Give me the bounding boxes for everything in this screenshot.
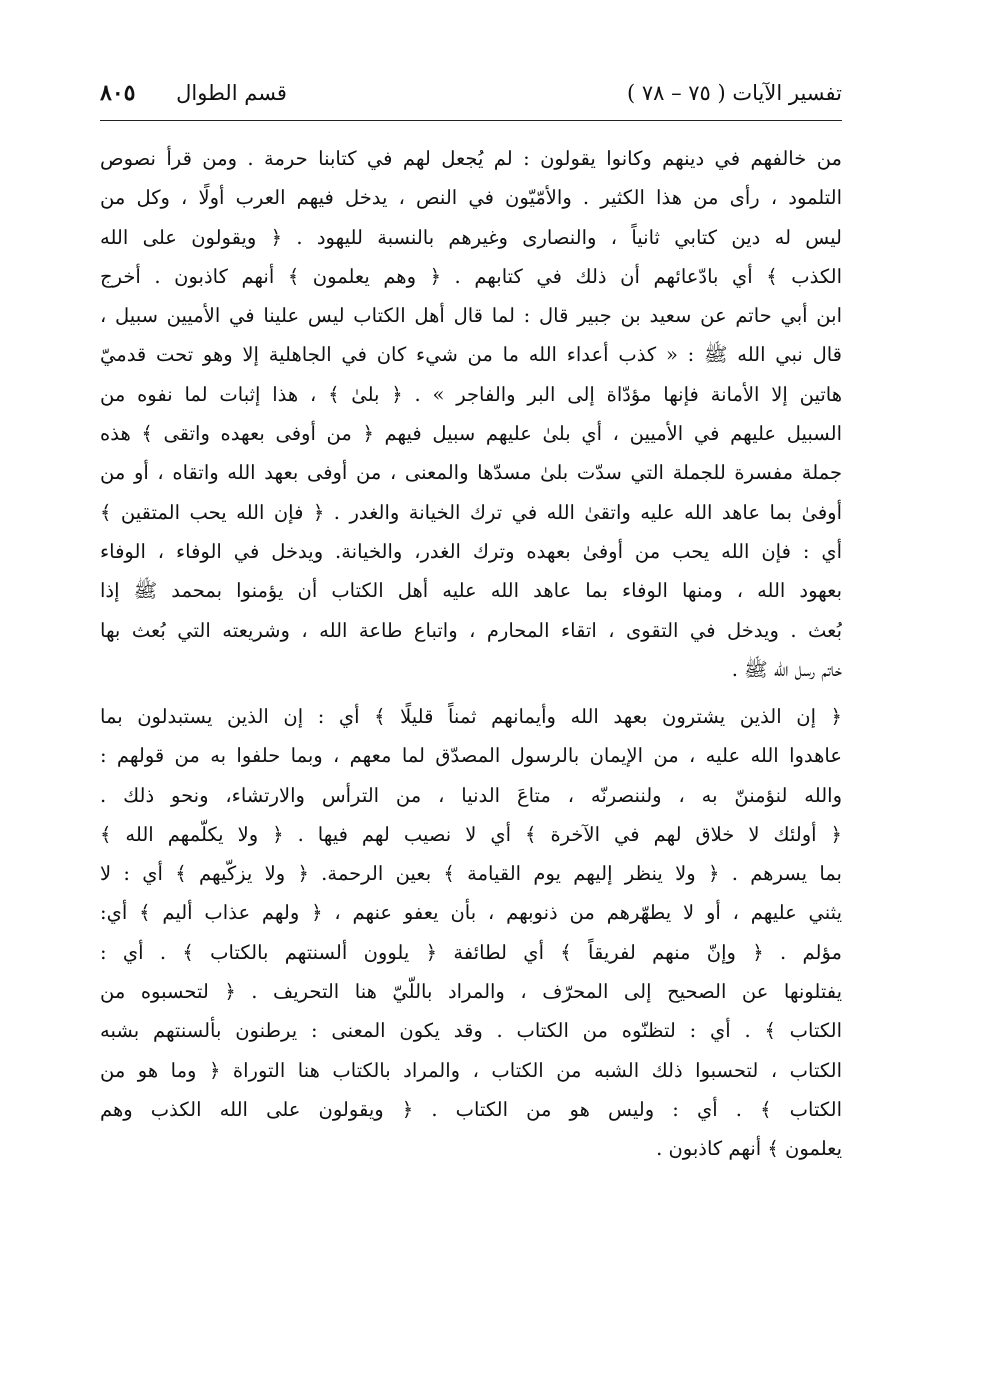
text-line: مؤلم . ﴿ وإنّ منهم لفريقاً ﴾ أي لطائفة ﴿ يلوون ألسنتهم بالكتاب ﴾ . أي :	[100, 940, 842, 964]
text-line: أي : فإن الله يحب من أوفىٰ بعهده وترك الغدر، والخيانة. ويدخل في الوفاء ، الوفاء	[100, 539, 842, 563]
paragraph-2	[100, 697, 842, 1169]
page-number: ٨٠٥	[100, 80, 136, 106]
text-line: ﴿ أولئك لا خلاق لهم في الآخرة ﴾ أي لا نصيب لهم فيها . ﴿ ولا يكلّمهم الله ﴾	[100, 822, 842, 846]
text-line: بعهود الله ، ومنها الوفاء بما عاهد الله عليه أهل الكتاب أن يؤمنوا بمحمد ﷺ إذا	[100, 579, 842, 603]
page-header	[100, 78, 842, 112]
text-line: أوفىٰ بما عاهد الله عليه واتقىٰ الله في ترك الخيانة والغدر . ﴿ فإن الله يحب المتقين ﴾	[100, 500, 842, 524]
text-line: هاتين إلا الأمانة فإنها مؤدّاة إلى البر والفاجر » . ﴿ بلىٰ ﴾ ، هذا إثبات لما نفوه من	[100, 382, 842, 406]
text-line: يعلمون ﴾ أنهم كاذبون .	[656, 1137, 842, 1161]
text-line: جملة مفسرة للجملة التي سدّت بلىٰ مسدّها والمعنى ، من أوفى بعهد الله واتقاه ، أو من	[100, 461, 842, 485]
text-line: يثني عليهم ، أو لا يطهّرهم من ذنوبهم ، بأن يعفو عنهم ، ﴿ ولهم عذاب أليم ﴾ أي:	[100, 901, 842, 925]
text-line: التلمود ، رأى من هذا الكثير . والأمّيّون في النص ، يدخل فيهم العرب أولًا ، وكل من	[100, 186, 842, 210]
text-line: والله لنؤمننّ به ، ولننصرنّه ، متاعَ الدنيا ، من الترأس والارتشاء، ونحو ذلك .	[100, 783, 842, 807]
text-line: السبيل عليهم في الأميين ، أي بلىٰ عليهم سبيل فيهم ﴿ من أوفى بعهده واتقى ﴾ هذه	[100, 422, 842, 446]
text-line: بما يسرهم . ﴿ ولا ينظر إليهم يوم القيامة ﴾ بعين الرحمة. ﴿ ولا يزكّيهم ﴾ أي : لا	[100, 862, 842, 886]
text-line: من خالفهم في دينهم وكانوا يقولون : لم يُجعل لهم في كتابنا حرمة . ومن قرأ نصوص	[100, 147, 842, 170]
text-line: عاهدوا الله عليه ، من الإيمان بالرسول المصدّق لما معهم ، وبما حلفوا به من قولهم :	[100, 744, 842, 768]
text-line: قال نبي الله ﷺ : « كذب أعداء الله ما من شيء كان في الجاهلية إلا وهو تحت قدميّ	[100, 343, 842, 367]
header-divider	[100, 120, 842, 121]
section-name: قسم الطوال	[176, 81, 287, 105]
text-line: يفتلونها عن الصحيح إلى المحرّف ، والمراد باللّيّ هنا التحريف . ﴿ لتحسبوه من	[100, 980, 842, 1004]
text-line: خاتم رسل الله ﷺ .	[731, 657, 842, 681]
paragraph-1	[100, 139, 842, 689]
text-line: ابن أبي حاتم عن سعيد بن جبير قال : لما قال أهل الكتاب ليس علينا في الأميين سبيل ،	[100, 304, 842, 328]
text-line: ليس له دين كتابي ثانياً ، والنصارى وغيرهم بالنسبة لليهود . ﴿ ويقولون على الله	[100, 225, 842, 249]
text-line: الكتاب ﴾ . أي : لتظنّوه من الكتاب . وقد يكون المعنى : يرطنون بألسنتهم بشبه	[100, 1019, 842, 1043]
text-line: الكتاب ، لتحسبوا ذلك الشبه من الكتاب ، والمراد بالكتاب هنا التوراة ﴿ وما هو من	[100, 1058, 842, 1082]
header-left-group	[100, 78, 287, 108]
text-line: الكتاب ﴾ . أي : وليس هو من الكتاب . ﴿ ويقولون على الله الكذب وهم	[100, 1097, 842, 1121]
text-line: ﴿ إن الذين يشترون بعهد الله وأيمانهم ثمناً قليلًا ﴾ أي : إن الذين يستبدلون بما	[100, 705, 842, 728]
text-line: الكذب ﴾ أي بادّعائهم أن ذلك في كتابهم . ﴿ وهم يعلمون ﴾ أنهم كاذبون . أخرج	[100, 264, 842, 288]
running-title: تفسير الآيات ( ٧٥ – ٧٨ )	[626, 81, 842, 105]
text-line: بُعث . ويدخل في التقوى ، اتقاء المحارم ، واتباع طاعة الله ، وشريعته التي بُعث بها	[100, 618, 842, 642]
